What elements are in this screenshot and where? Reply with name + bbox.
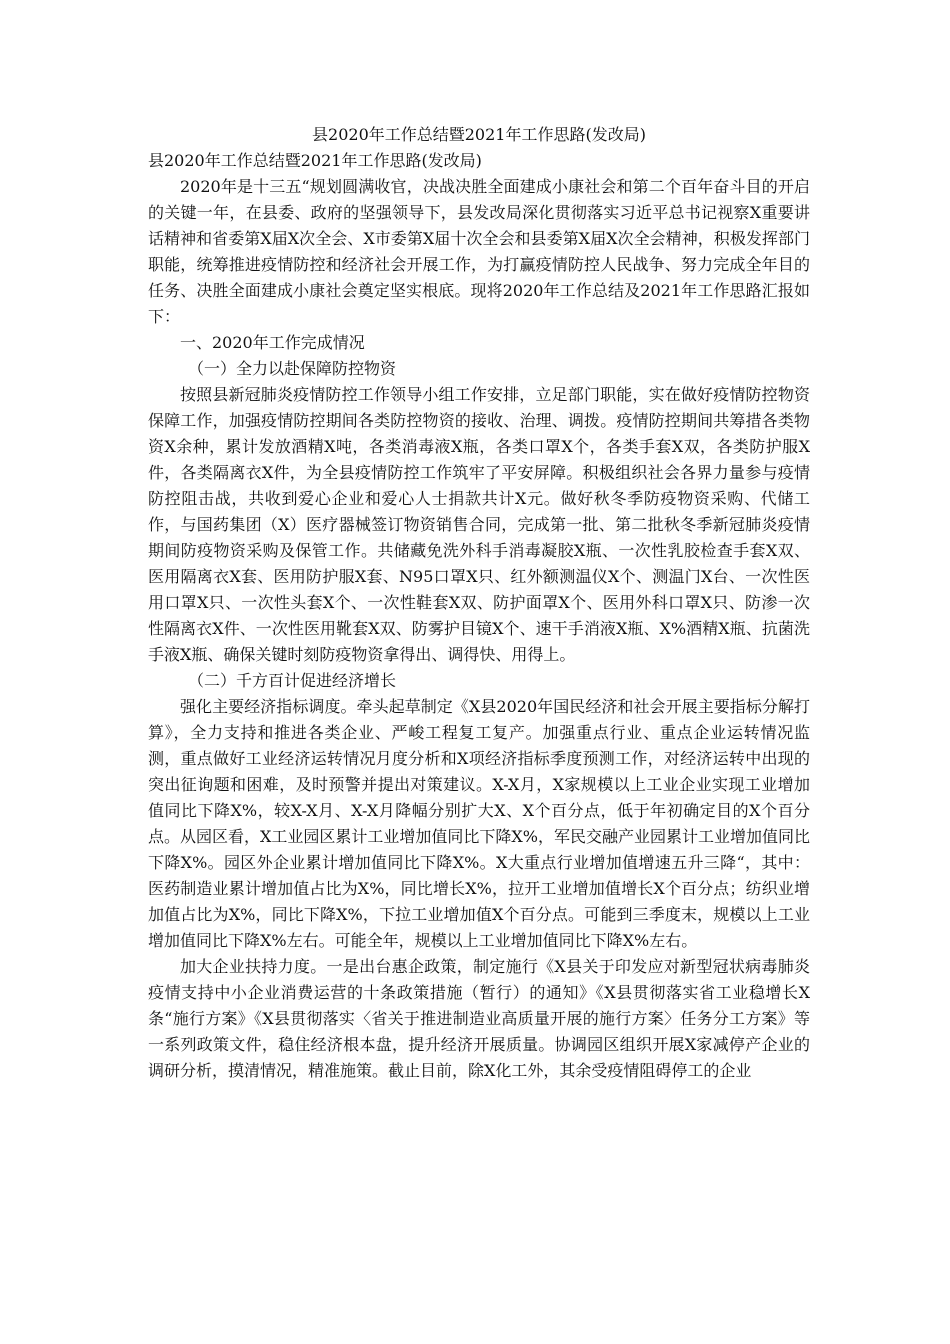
document-title: 县2020年工作总结暨2021年工作思路(发改局) — [312, 125, 646, 144]
subsection-2-paragraph-2: 加大企业扶持力度。一是出台惠企政策，制定施行《X县关于印发应对新型冠状病毒肺炎疫情支持中小企业消费运营的十条政策措施（暂行）的通知》《X县贯彻落实省工业稳增长X条“施行方案》《X县贯彻落实〈省关于推进制造业高质量开展的施行方案〉任务分工方案》等一系列政策文件，稳住经济根本盘，提升经济开展质量。协调园区组织开展X家减停产企业的调研分析，摸清情况，精准施策。截止目前，除X化工外，其余受疫情阻碍停工的企业 — [148, 957, 810, 1080]
subsection-heading-1: （一）全力以赴保障防控物资 — [188, 359, 397, 378]
document-subtitle: 县2020年工作总结暨2021年工作思路(发改局) — [148, 151, 482, 170]
subsection-heading-2: （二）千方百计促进经济增长 — [188, 671, 397, 690]
intro-paragraph: 2020年是十三五“规划圆满收官，决战决胜全面建成小康社会和第二个百年奋斗目的开启的关键一年，在县委、政府的坚强领导下，县发改局深化贯彻落实习近平总书记视察X重要讲话精神和省委第X届X次全会、X市委第X届十次全会和县委第X届X次全会精神，积极发挥部门职能，统筹推进疫情防控和经济社会开展工作，为打赢疫情防控人民战争、努力完成全年目的任务、决胜全面建成小康社会奠定坚实根底。现将2020年工作总结及2021年工作思路汇报如下： — [148, 177, 810, 326]
subsection-2-paragraph-1: 强化主要经济指标调度。牵头起草制定《X县2020年国民经济和社会开展主要指标分解打算》，全力支持和推进各类企业、严峻工程复工复产。加强重点行业、重点企业运转情况监测，重点做好工业经济运转情况月度分析和X项经济指标季度预测工作，对经济运转中出现的突出征询题和困难，及时预警并提出对策建议。X-X月，X家规模以上工业企业实现工业增加值同比下降X%，较X-X月、X-X月降幅分别扩大X、X个百分点，低于年初确定目的X个百分点。从园区看，X工业园区累计工业增加值同比下降X%，军民交融产业园累计工业增加值同比下降X%。园区外企业累计增加值同比下降X%。X大重点行业增加值增速五升三降“，其中：医药制造业累计增加值占比为X%，同比增长X%，拉开工业增加值增长X个百分点；纺织业增加值占比为X%，同比下降X%，下拉工业增加值X个百分点。可能到三季度末，规模以上工业增加值同比下降X%左右。可能全年，规模以上工业增加值同比下降X%左右。 — [148, 697, 810, 950]
subsection-1-paragraph: 按照县新冠肺炎疫情防控工作领导小组工作安排，立足部门职能，实在做好疫情防控物资保障工作，加强疫情防控期间各类防控物资的接收、治理、调拨。疫情防控期间共筹措各类物资X余种，累计发放酒精X吨，各类消毒液X瓶，各类口罩X个，各类手套X双，各类防护服X件，各类隔离衣X件，为全县疫情防控工作筑牢了平安屏障。积极组织社会各界力量参与疫情防控阻击战，共收到爱心企业和爱心人士捐款共计X元。做好秋冬季防疫物资采购、代储工作，与国药集团（X）医疗器械签订物资销售合同，完成第一批、第二批秋冬季新冠肺炎疫情期间防疫物资采购及保管工作。共储藏免洗外科手消毒凝胶X瓶、一次性乳胶检查手套X双、医用隔离衣X套、医用防护服X套、N95口罩X只、红外额测温仪X个、测温门X台、一次性医用口罩X只、一次性头套X个、一次性鞋套X双、防护面罩X个、医用外科口罩X只、防渗一次性隔离衣X件、一次性医用靴套X双、防雾护目镜X个、速干手消液X瓶、X%酒精X瓶、抗菌洗手液X瓶、确保关键时刻防疫物资拿得出、调得快、用得上。 — [148, 385, 810, 664]
section-heading-1: 一、2020年工作完成情况 — [180, 333, 365, 352]
